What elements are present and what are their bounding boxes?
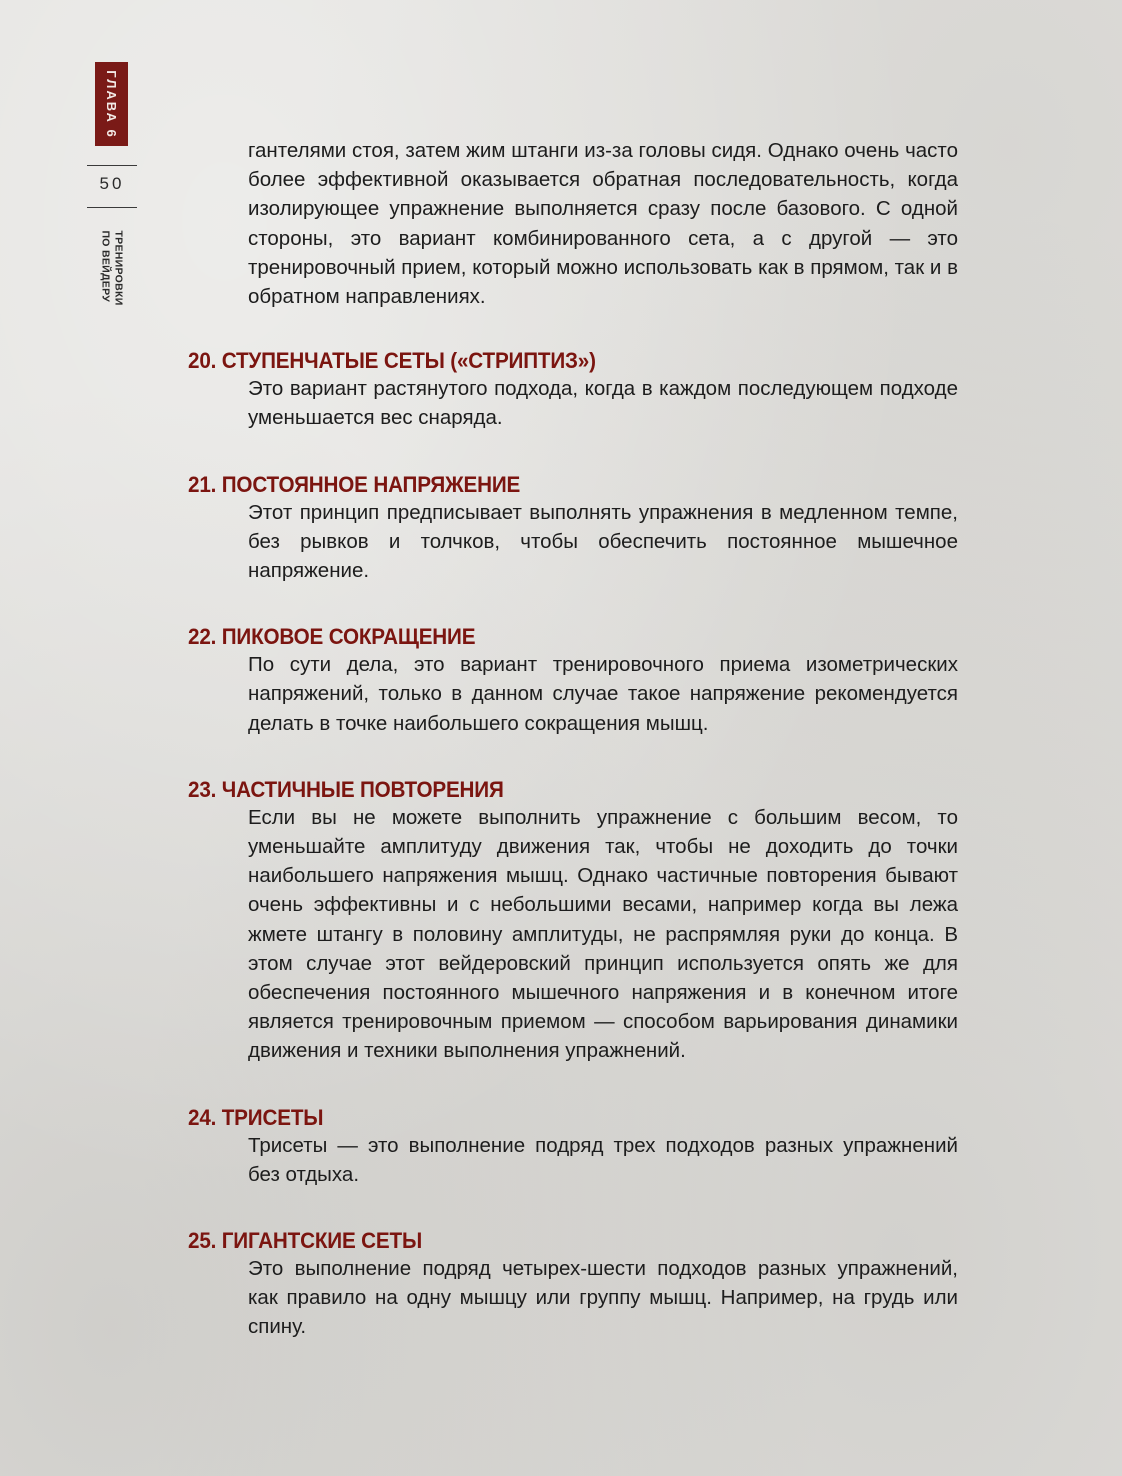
section-body: Этот принцип предписывает выполнять упражнения в медленном темпе, без рывков и толчков, чтобы обеспечить постоянное мышечное напряжение. (248, 500, 958, 583)
running-section-title (90, 228, 134, 308)
section-body: Если вы не можете выполнить упражнение с большим весом, то уменьшайте амплитуду движения так, чтобы не доходить до точки наибольшего напряжения мышц. Однако частичные повторения бывают очень эффективны и с небольшими весами, например когда вы лежа жмете штангу в половину амплитуды, не распрямляя руки до конца. В этом случае этот вейдеровский принцип используется опять же для обеспечения постоянного мышечного напряжения и в конечном итоге является тренировочным приемом — способом варьирования динамики движения и техники выполнения упражнений. (248, 805, 958, 1063)
intro-paragraph: гантелями стоя, затем жим штанги из-за головы сидя. Однако очень часто более эффективной оказывается обратная последовательность, когда изолирующее упражнение выполняется сразу после базового. С одной стороны, это вариант комбинированного сета, а с другой — это тренировочный прием, который можно использовать как в прямом, так и в обратном направлениях. (248, 139, 958, 309)
section-body: По сути дела, это вариант тренировочного приема изометрических напряжений, только в данном случае такое напряжение рекомендуется делать в точке наибольшего сокращения мышц. (248, 653, 958, 735)
page-number: 50 (99, 174, 125, 193)
section-heading: 23. ЧАСТИЧНЫЕ ПОВТОРЕНИЯ (188, 776, 504, 802)
section-heading: 21. ПОСТОЯННОЕ НАПРЯЖЕНИЕ (188, 471, 521, 497)
section-23 (188, 776, 958, 1066)
section-heading: 25. ГИГАНТСКИЕ СЕТЫ (188, 1228, 423, 1254)
section-24 (188, 1104, 958, 1189)
section-25 (188, 1227, 958, 1342)
section-body: Это выполнение подряд четырех-шести подходов разных упражнений, как правило на одну мышцу или группу мышц. Например, на грудь или спину. (248, 1257, 958, 1339)
section-body: Это вариант растянутого подхода, когда в каждом последующем подходе уменьшается вес снаряда. (248, 377, 958, 430)
section-heading: 22. ПИКОВОЕ СОКРАЩЕНИЕ (188, 624, 476, 650)
section-20 (188, 347, 958, 432)
chapter-label: ГЛАВА 6 (104, 69, 119, 139)
running-section-title-line1: ТРЕНИРОВКИ (113, 230, 125, 306)
page-number-rule-bottom (87, 207, 137, 208)
section-21 (188, 471, 958, 586)
page-content (188, 136, 958, 1380)
section-body: Трисеты — это выполнение подряд трех подходов разных упражнений без отдыха. (248, 1133, 958, 1186)
page-number-rule-top (87, 165, 137, 166)
section-22 (188, 623, 958, 738)
running-section-title-line2: ПО ВЕЙДЕРУ (100, 230, 112, 303)
chapter-tab (95, 62, 128, 146)
section-heading: 24. ТРИСЕТЫ (188, 1104, 324, 1130)
section-heading: 20. СТУПЕНЧАТЫЕ СЕТЫ («СТРИПТИЗ») (188, 348, 596, 374)
